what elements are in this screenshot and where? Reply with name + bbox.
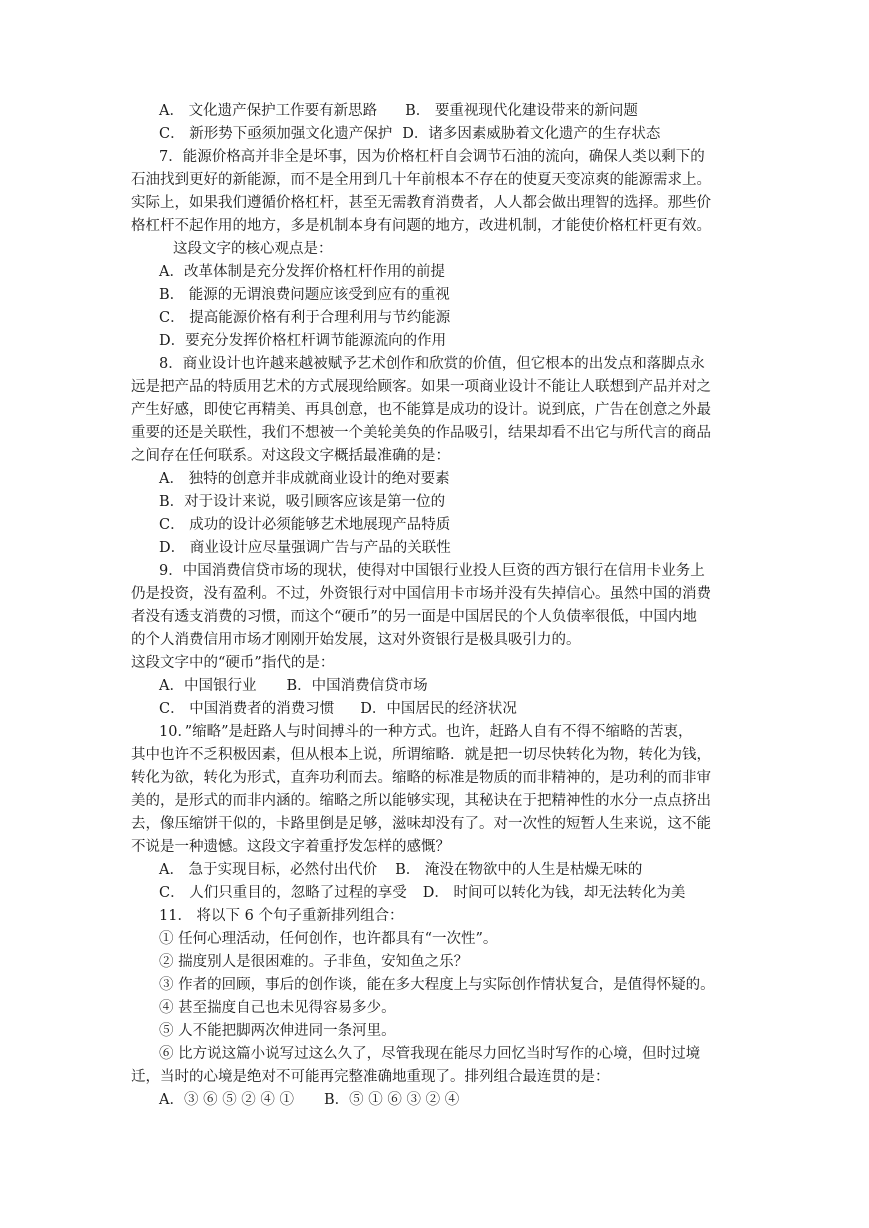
q9-stem-line: 者没有透支消费的习惯，而这个“硬币”的另一面是中国居民的个人负债率很低，中国内地 — [131, 609, 697, 625]
q7-stem-line: 7．能源价格高并非全是坏事，因为价格杠杆自会调节石油的流向，确保人类以剩下的 — [159, 149, 705, 165]
q11-sentence-2: ② 揣度别人是很困难的。子非鱼，安知鱼之乐？ — [159, 954, 469, 970]
q10-stem-line: 美的，是形式的而非内涵的。缩略之所以能够实现，其秘诀在于把精神性的水分一点点挤出 — [131, 793, 711, 809]
q8-option-d: D． 商业设计应尽量强调广告与产品的关联性 — [159, 540, 451, 556]
q8-stem-line: 产生好感，即使它再精美、再具创意，也不能算是成功的设计。说到底，广告在创意之外最 — [131, 402, 711, 418]
q8-stem-line: 重要的还是关联性，我们不想被一个美轮美奂的作品吸引，结果却看不出它与所代言的商品 — [131, 425, 711, 441]
q9-stem-line: 的个人消费信用市场才刚刚开始发展，这对外资银行是极具吸引力的。 — [131, 632, 581, 648]
q7-question: 这段文字的核心观点是： — [173, 241, 333, 257]
q6-option-a: A． 文化遗产保护工作要有新思路 — [159, 103, 378, 119]
q10-stem-line: 去，像压缩饼干似的，卡路里倒是足够，滋味却没有了。对一次性的短暂人生来说，这不能 — [131, 816, 711, 832]
q9-option-c: C． 中国消费者的消费习惯 — [159, 701, 335, 717]
q8-option-a: A． 独特的创意并非成就商业设计的绝对要素 — [159, 471, 450, 487]
q11-sentence-5: ⑤ 人不能把脚两次伸进同一条河里。 — [159, 1023, 396, 1039]
q10-option-b: B． 淹没在物欲中的人生是枯燥无味的 — [395, 862, 643, 878]
q10-stem-line: 其中也许不乏积极因素，但从根本上说，所谓缩略．就是把一切尽快转化为物，转化为钱， — [131, 747, 711, 763]
q9-options-row-2 — [131, 698, 737, 721]
q7-option-c: C． 提高能源价格有利于合理利用与节约能源 — [159, 310, 451, 326]
q11-option-b: B．⑤ ① ⑥ ③ ② ④ — [324, 1092, 460, 1108]
q11-option-a: A．③ ⑥ ⑤ ② ④ ① — [159, 1092, 295, 1108]
q10-options-row-2 — [131, 882, 737, 905]
q9-question: 这段文字中的“硬币”指代的是： — [131, 655, 335, 671]
q10-stem-line: 转化为欲，转化为形式，直奔功利而去。缩略的标准是物质的而非精神的，是功利的而非审 — [131, 770, 711, 786]
q10-stem-line: 10．”缩略”是赶路人与时间搏斗的一种方式。也许，赶路人自有不得不缩略的苦衷， — [159, 724, 693, 740]
q9-stem-line: 9．中国消费信贷市场的现状，使得对中国银行业投人巨资的西方银行在信用卡业务上 — [159, 563, 705, 579]
q9-option-d: D．中国居民的经济状况 — [360, 701, 517, 717]
q6-options-row-1 — [131, 100, 737, 123]
q9-options-row-1 — [131, 675, 737, 698]
q7-option-d: D．要充分发挥价格杠杆调节能源流向的作用 — [159, 333, 447, 349]
q11-sentence-4: ④ 甚至揣度自己也未见得容易多少。 — [159, 1000, 396, 1016]
q7-stem-line: 石油找到更好的新能源，而不是全用到几十年前根本不存在的使夏天变凉爽的能源需求上。 — [131, 172, 711, 188]
q11-sentence-3: ③ 作者的回顾，事后的创作谈，能在多大程度上与实际创作情状复合，是值得怀疑的。 — [159, 977, 715, 993]
q11-options-row — [131, 1089, 737, 1112]
q6-option-c: C． 新形势下亟须加强文化遗产保护 — [159, 126, 393, 142]
q7-option-a: A．改革体制是充分发挥价格杠杆作用的前提 — [159, 264, 445, 280]
q9-stem-line: 仍是投资，没有盈利。不过，外资银行对中国信用卡市场并没有失掉信心。虽然中国的消费 — [131, 586, 711, 602]
q6-option-b: B． 要重视现代化建设带来的新问题 — [405, 103, 638, 119]
q10-option-a: A． 急于实现目标，必然付出代价 — [159, 862, 378, 878]
q11-intro: 11． 将以下 6 个句子重新排列组合： — [159, 908, 404, 924]
q7-stem-line: 格杠杆不起作用的地方，多是机制本身有问题的地方，改进机制，才能使价格杠杆更有效。 — [131, 218, 711, 234]
q6-option-d: D．诸多因素威胁着文化遗产的生存状态 — [402, 126, 661, 142]
exam-page — [131, 100, 737, 1112]
q8-option-c: C． 成功的设计必须能够艺术地展现产品特质 — [159, 517, 451, 533]
q9-option-b: B．中国消费信贷市场 — [286, 678, 428, 694]
q8-stem-line: 之间存在任何联系。对这段文字概括最准确的是： — [131, 448, 450, 464]
q10-option-c: C． 人们只重目的，忽略了过程的享受 — [159, 885, 407, 901]
q10-option-d: D． 时间可以转化为钱，却无法转化为美 — [422, 885, 686, 901]
q8-stem-line: 远是把产品的特质用艺术的方式展现给顾客。如果一项商业设计不能让人联想到产品并对之 — [131, 379, 711, 395]
q7-option-b: B． 能源的无谓浪费问题应该受到应有的重视 — [159, 287, 450, 303]
q10-options-row-1 — [131, 859, 737, 882]
q11-sentence-6-cont: 迁，当时的心境是绝对不可能再完整准确地重现了。排列组合最连贯的是： — [131, 1069, 610, 1085]
q11-sentence-1: ① 任何心理活动，任何创作，也许都具有“一次性”。 — [159, 931, 498, 947]
q8-stem-line: 8．商业设计也许越来越被赋予艺术创作和欣赏的价值，但它根本的出发点和落脚点永 — [159, 356, 705, 372]
q10-stem-line: 不说是一种遗憾。这段文字着重抒发怎样的感慨？ — [131, 839, 450, 855]
q8-option-b: B．对于设计来说，吸引顾客应该是第一位的 — [159, 494, 446, 510]
q11-sentence-6: ⑥ 比方说这篇小说写过这么久了，尽管我现在能尽力回忆当时写作的心境，但时过境 — [159, 1046, 701, 1062]
q6-options-row-2 — [131, 123, 737, 146]
q7-stem-line: 实际上，如果我们遵循价格杠杆，甚至无需教育消费者，人人都会做出理智的选择。那些价 — [131, 195, 711, 211]
q9-option-a: A．中国银行业 — [159, 678, 257, 694]
